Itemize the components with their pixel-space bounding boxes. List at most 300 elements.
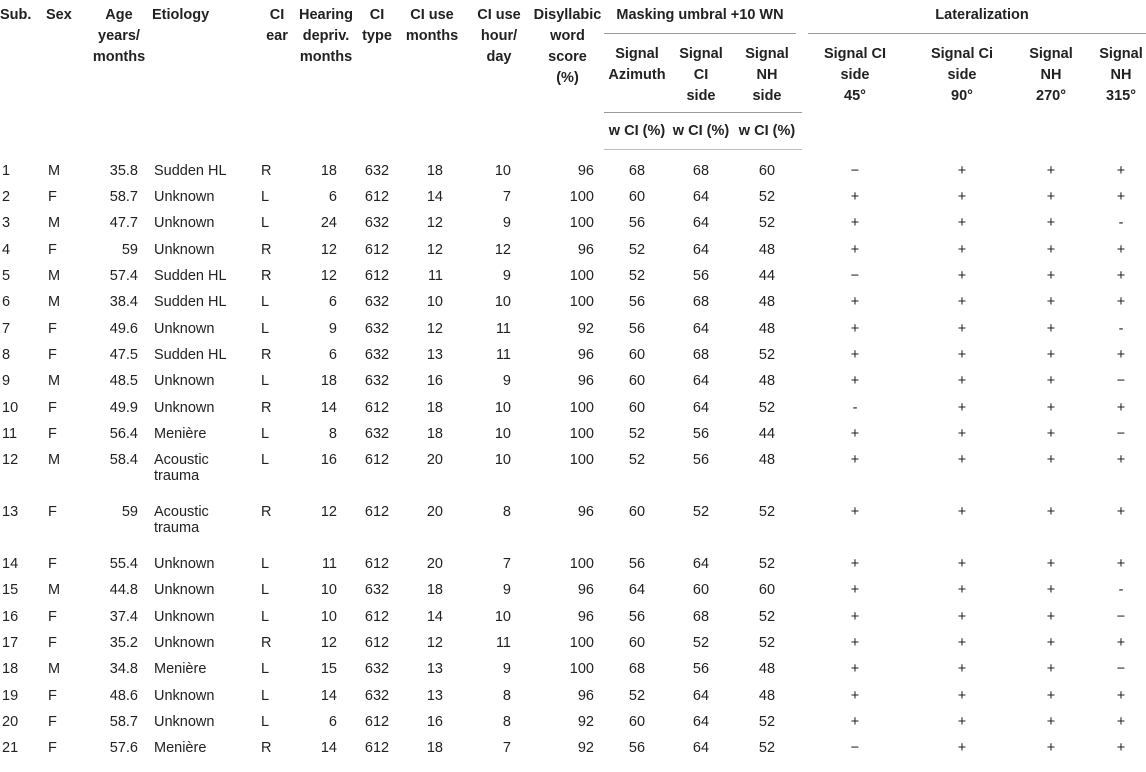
cell-lat-nh-315: +	[1116, 294, 1126, 311]
cell-ci-ear: R	[261, 740, 272, 757]
cell-ci-ear: L	[261, 687, 270, 704]
cell-etiology: Unknown	[154, 399, 215, 416]
cell-signal-ci-side: 64	[692, 399, 710, 416]
table-row	[0, 263, 1146, 289]
cell-lat-ci-45: +	[850, 241, 860, 258]
cell-sex: M	[48, 451, 61, 468]
table-row	[0, 315, 1146, 341]
cell-ci-use-months: 14	[426, 608, 443, 625]
cell-lat-nh-270: +	[1046, 451, 1056, 468]
header-unit-ci-side: w CI (%)	[670, 113, 732, 150]
cell-age: 49.9	[109, 399, 138, 416]
cell-ci-use-months: 13	[426, 346, 443, 363]
cell-age: 49.6	[109, 320, 138, 337]
cell-signal-nh-side: 52	[758, 189, 776, 206]
cell-ci-ear: L	[261, 661, 270, 678]
cell-sex: M	[48, 268, 61, 285]
cell-signal-ci-side: 68	[692, 294, 710, 311]
cell-signal-azimuth: 60	[628, 635, 646, 651]
cell-signal-nh-side: 60	[758, 163, 776, 179]
cell-ci-type: 632	[364, 425, 390, 442]
cell-ci-type: 612	[364, 189, 390, 206]
header-age: Age years/ months	[92, 7, 146, 65]
cell-lat-ci-45: −	[850, 162, 860, 179]
cell-signal-ci-side: 64	[692, 241, 710, 258]
cell-signal-nh-side: 48	[758, 320, 776, 337]
header-ci-use-months: CI use months	[405, 7, 459, 44]
cell-lat-nh-270: +	[1046, 425, 1056, 442]
cell-ci-use-months: 14	[426, 189, 443, 206]
cell-ci-type: 612	[364, 635, 390, 651]
header-ci-use-hour: CI use hour/ day	[477, 7, 521, 65]
cell-ci-ear: L	[261, 556, 270, 573]
cell-lat-ci-90: +	[957, 503, 967, 520]
cell-ci-type: 632	[364, 346, 390, 363]
header-ci-ear: CI ear	[266, 7, 288, 44]
cell-lat-nh-270: +	[1046, 241, 1056, 258]
cell-lat-ci-90: +	[957, 294, 967, 311]
cell-sex: M	[48, 294, 61, 311]
cell-disyllabic: 96	[577, 608, 594, 625]
cell-sex: M	[48, 162, 61, 179]
cell-hearing-depriv: 9	[328, 320, 337, 337]
cell-sub: 16	[2, 608, 19, 625]
cell-signal-ci-side: 56	[692, 451, 710, 468]
cell-lat-ci-90: +	[957, 740, 967, 757]
cell-ci-use-hour: 11	[495, 320, 511, 337]
cell-lat-ci-90: +	[957, 661, 967, 678]
cell-signal-ci-side: 56	[692, 268, 710, 285]
cell-signal-nh-side: 52	[758, 635, 776, 651]
cell-sex: F	[48, 740, 57, 757]
table-row	[0, 368, 1146, 394]
cell-signal-azimuth: 56	[628, 215, 646, 232]
cell-ci-use-months: 12	[426, 635, 443, 651]
cell-ci-use-hour: 8	[502, 503, 511, 520]
cell-sub: 17	[2, 635, 19, 651]
cell-signal-ci-side: 68	[692, 346, 710, 363]
cell-ci-type: 632	[364, 661, 390, 678]
table-row	[0, 499, 1146, 551]
cell-lat-nh-315: +	[1116, 241, 1126, 258]
cell-hearing-depriv: 12	[320, 241, 337, 258]
cell-ci-type: 612	[364, 451, 390, 468]
cell-sub: 7	[2, 320, 11, 337]
cell-disyllabic: 96	[577, 373, 594, 390]
cell-lat-ci-45: +	[850, 608, 860, 625]
cell-hearing-depriv: 15	[320, 661, 337, 678]
cell-lat-ci-90: +	[957, 241, 967, 258]
cell-signal-azimuth: 60	[628, 399, 646, 416]
cell-ci-use-hour: 10	[494, 425, 511, 442]
cell-lat-ci-90: +	[957, 346, 967, 363]
cell-sub: 10	[2, 399, 19, 416]
cell-lat-nh-315: +	[1116, 451, 1126, 468]
cell-ci-use-months: 18	[426, 425, 443, 442]
cell-ci-use-months: 12	[426, 320, 443, 337]
cell-hearing-depriv: 14	[320, 687, 337, 704]
cell-etiology: Unknown	[154, 608, 215, 625]
cell-lat-nh-270: +	[1046, 713, 1056, 730]
cell-age: 59	[121, 241, 138, 258]
cell-lat-nh-270: +	[1046, 399, 1056, 416]
cell-lat-ci-90: +	[957, 635, 967, 651]
cell-signal-azimuth: 52	[628, 241, 646, 258]
cell-sub: 5	[2, 268, 11, 285]
cell-sex: M	[48, 661, 61, 678]
cell-ci-ear: R	[261, 635, 272, 651]
header-unit-nh-side: w CI (%)	[732, 113, 802, 150]
cell-lat-nh-315: +	[1116, 346, 1126, 363]
cell-lat-nh-315: +	[1116, 635, 1126, 651]
cell-signal-azimuth: 60	[628, 503, 646, 520]
cell-signal-nh-side: 52	[758, 740, 776, 757]
cell-ci-ear: R	[261, 503, 272, 520]
cell-hearing-depriv: 14	[320, 740, 337, 757]
cell-lat-nh-315: −	[1116, 608, 1126, 625]
cell-disyllabic: 96	[577, 687, 594, 704]
cell-ci-use-months: 11	[427, 268, 443, 285]
cell-etiology: Sudden HL	[154, 346, 227, 363]
cell-lat-nh-315: -	[1118, 582, 1124, 599]
cell-lat-nh-270: +	[1046, 556, 1056, 573]
cell-signal-azimuth: 52	[628, 451, 646, 468]
cell-sub: 3	[2, 215, 11, 232]
table-row	[0, 421, 1146, 447]
cell-lat-ci-90: +	[957, 713, 967, 730]
cell-lat-ci-90: +	[957, 556, 967, 573]
cell-etiology: Acoustic trauma	[154, 503, 209, 536]
cell-lat-ci-90: +	[957, 162, 967, 179]
cell-age: 58.4	[109, 451, 138, 468]
cell-ci-type: 612	[364, 241, 390, 258]
cell-lat-nh-315: +	[1116, 503, 1126, 520]
cell-signal-azimuth: 64	[628, 582, 646, 599]
header-masking-group: Masking umbral +10 WN	[604, 0, 802, 34]
cell-lat-nh-270: +	[1046, 582, 1056, 599]
cell-etiology: Unknown	[154, 373, 215, 390]
cell-ci-use-months: 13	[426, 687, 443, 704]
cell-sub: 12	[2, 451, 19, 468]
cell-lat-nh-270: +	[1046, 740, 1056, 757]
header-signal-ci-side: Signal CI side	[670, 34, 732, 113]
cell-ci-type: 632	[364, 162, 390, 179]
header-unit-azimuth: w CI (%)	[604, 113, 670, 150]
table-row	[0, 447, 1146, 499]
cell-disyllabic: 96	[577, 162, 594, 179]
cell-ci-use-months: 18	[426, 399, 443, 416]
cell-sub: 20	[2, 713, 19, 730]
cell-lat-nh-270: +	[1046, 215, 1056, 232]
header-lat-ci-90: Signal Ci side 90°	[930, 46, 994, 104]
cell-etiology: Menière	[154, 425, 207, 442]
cell-ci-use-hour: 11	[495, 346, 511, 363]
cell-ci-use-months: 20	[426, 556, 443, 573]
cell-signal-nh-side: 48	[758, 241, 776, 258]
cell-ci-ear: L	[261, 189, 270, 206]
cell-hearing-depriv: 6	[328, 346, 337, 363]
cell-lat-nh-270: +	[1046, 661, 1056, 678]
cell-signal-azimuth: 52	[628, 268, 646, 285]
cell-signal-ci-side: 52	[692, 635, 710, 651]
cell-age: 57.6	[109, 740, 138, 757]
cell-etiology: Unknown	[154, 215, 215, 232]
cell-lat-nh-270: +	[1046, 373, 1056, 390]
cell-signal-ci-side: 64	[692, 713, 710, 730]
cell-lat-ci-45: +	[850, 373, 860, 390]
cell-sex: F	[48, 503, 57, 520]
cell-lat-ci-45: +	[850, 425, 860, 442]
cell-ci-type: 612	[364, 503, 390, 520]
cell-signal-nh-side: 48	[758, 661, 776, 678]
cell-lat-nh-270: +	[1046, 346, 1056, 363]
cell-lat-nh-270: +	[1046, 687, 1056, 704]
cell-disyllabic: 100	[569, 189, 594, 206]
cell-lat-ci-45: +	[850, 713, 860, 730]
cell-ci-use-hour: 10	[494, 451, 511, 468]
cell-disyllabic: 100	[569, 635, 594, 651]
cell-ci-ear: R	[261, 268, 272, 285]
cell-age: 44.8	[109, 582, 138, 599]
cell-signal-nh-side: 52	[758, 215, 776, 232]
cell-lat-nh-315: +	[1116, 189, 1126, 206]
cell-ci-type: 632	[364, 294, 390, 311]
cell-age: 57.4	[109, 268, 138, 285]
cell-signal-ci-side: 64	[692, 189, 710, 206]
cell-ci-ear: L	[261, 582, 270, 599]
cell-lat-nh-315: -	[1118, 320, 1124, 337]
cell-ci-type: 612	[364, 608, 390, 625]
cell-disyllabic: 100	[569, 556, 594, 573]
cell-ci-type: 612	[364, 268, 390, 285]
cell-age: 58.7	[109, 713, 138, 730]
cell-lat-ci-90: +	[957, 215, 967, 232]
cell-lat-ci-45: +	[850, 687, 860, 704]
header-lat-nh-270: Signal NH 270°	[1029, 46, 1073, 104]
cell-ci-type: 632	[364, 215, 390, 232]
cell-ci-ear: L	[261, 215, 270, 232]
cell-etiology: Sudden HL	[154, 294, 227, 311]
cell-signal-ci-side: 68	[692, 608, 710, 625]
header-disyllabic: Disyllabic word score (%)	[533, 7, 602, 86]
table-row	[0, 342, 1146, 368]
cell-lat-nh-315: +	[1116, 713, 1126, 730]
header-signal-azimuth: Signal Azimuth	[604, 34, 670, 113]
cell-ci-use-months: 18	[426, 582, 443, 599]
table-row	[0, 735, 1146, 761]
cell-etiology: Acoustic trauma	[154, 451, 209, 484]
cell-sex: F	[48, 425, 57, 442]
cell-lat-ci-45: −	[850, 740, 860, 757]
cell-hearing-depriv: 6	[328, 294, 337, 311]
cell-sub: 11	[2, 425, 18, 442]
cell-signal-nh-side: 48	[758, 294, 776, 311]
cell-ci-type: 612	[364, 399, 390, 416]
table-row	[0, 577, 1146, 603]
cell-lat-ci-90: +	[957, 425, 967, 442]
cell-signal-ci-side: 64	[692, 740, 710, 757]
cell-sex: F	[48, 399, 57, 416]
cell-sex: F	[48, 713, 57, 730]
cell-signal-azimuth: 56	[628, 556, 646, 573]
cell-lat-nh-270: +	[1046, 189, 1056, 206]
header-lat-ci-45: Signal CI side 45°	[823, 46, 887, 104]
cell-age: 59	[121, 503, 138, 520]
cell-ci-use-months: 12	[426, 215, 443, 232]
cell-ci-use-hour: 9	[502, 661, 511, 678]
cell-etiology: Unknown	[154, 241, 215, 258]
cell-age: 35.8	[109, 162, 138, 179]
cell-etiology: Menière	[154, 740, 207, 757]
table-row	[0, 656, 1146, 682]
cell-sub: 18	[2, 661, 19, 678]
cell-signal-ci-side: 56	[692, 425, 710, 442]
cell-signal-azimuth: 56	[628, 294, 646, 311]
cell-ci-use-hour: 7	[502, 189, 511, 206]
cell-disyllabic: 92	[577, 713, 594, 730]
table-row	[0, 150, 1146, 185]
cell-lat-ci-45: +	[850, 346, 860, 363]
table-row	[0, 604, 1146, 630]
cell-ci-type: 632	[364, 582, 390, 599]
cell-ci-use-hour: 9	[502, 268, 511, 285]
table-row	[0, 210, 1146, 236]
cell-etiology: Sudden HL	[154, 268, 227, 285]
cell-signal-ci-side: 56	[692, 661, 710, 678]
cell-age: 55.4	[109, 556, 138, 573]
cell-sex: F	[48, 608, 57, 625]
cell-sex: F	[48, 320, 57, 337]
header-etiology: Etiology	[152, 7, 210, 23]
cell-etiology: Unknown	[154, 556, 215, 573]
cell-ci-use-hour: 10	[494, 399, 511, 416]
table-row	[0, 709, 1146, 735]
cell-hearing-depriv: 16	[320, 451, 337, 468]
cell-signal-ci-side: 60	[692, 582, 710, 599]
table-row	[0, 551, 1146, 577]
cell-signal-nh-side: 48	[758, 373, 776, 390]
cell-ci-ear: L	[261, 294, 270, 311]
cell-signal-nh-side: 48	[758, 687, 776, 704]
cell-ci-use-months: 18	[426, 740, 443, 757]
cell-lat-nh-270: +	[1046, 294, 1056, 311]
cell-lat-ci-90: +	[957, 451, 967, 468]
cell-etiology: Menière	[154, 661, 207, 678]
cell-signal-nh-side: 52	[758, 399, 776, 416]
cell-ci-type: 632	[364, 320, 390, 337]
cell-signal-nh-side: 48	[758, 451, 776, 468]
cell-ci-use-hour: 10	[494, 294, 511, 311]
cell-signal-nh-side: 44	[758, 425, 776, 442]
cell-age: 37.4	[109, 608, 138, 625]
table-row	[0, 237, 1146, 263]
cell-signal-ci-side: 64	[692, 215, 710, 232]
table-row	[0, 682, 1146, 708]
cell-lat-ci-45: +	[850, 635, 860, 651]
cell-disyllabic: 100	[569, 661, 594, 678]
cell-lat-nh-315: -	[1118, 215, 1124, 232]
cell-lat-nh-315: −	[1116, 661, 1126, 678]
cell-ci-type: 632	[364, 373, 390, 390]
cell-lat-ci-90: +	[957, 399, 967, 416]
header-lat-nh-315: Signal NH 315°	[1099, 46, 1143, 104]
cell-etiology: Unknown	[154, 320, 215, 337]
cell-sub: 15	[2, 582, 19, 599]
cell-lat-ci-90: +	[957, 320, 967, 337]
cell-ci-use-hour: 10	[494, 608, 511, 625]
cell-lat-ci-90: +	[957, 582, 967, 599]
cell-lat-nh-270: +	[1046, 608, 1056, 625]
cell-age: 38.4	[109, 294, 138, 311]
cell-lat-nh-270: +	[1046, 635, 1056, 651]
cell-sub: 9	[2, 373, 11, 390]
cell-disyllabic: 100	[569, 268, 594, 285]
cell-ci-use-hour: 9	[502, 373, 511, 390]
table-body	[0, 150, 1146, 762]
cell-hearing-depriv: 6	[328, 713, 337, 730]
cell-sub: 4	[2, 241, 11, 258]
cell-lat-nh-270: +	[1046, 268, 1056, 285]
cell-disyllabic: 92	[577, 740, 594, 757]
cell-lat-ci-45: +	[850, 582, 860, 599]
cell-signal-azimuth: 56	[628, 320, 646, 337]
cell-signal-nh-side: 52	[758, 346, 776, 363]
cell-hearing-depriv: 8	[328, 425, 337, 442]
cell-signal-nh-side: 60	[758, 582, 776, 599]
cell-sex: M	[48, 215, 61, 232]
header-sub: Sub.	[0, 7, 32, 23]
cell-signal-nh-side: 52	[758, 608, 776, 625]
cell-signal-azimuth: 60	[628, 373, 646, 390]
cell-lat-ci-90: +	[957, 608, 967, 625]
cell-ci-type: 612	[364, 556, 390, 573]
cell-age: 47.7	[109, 215, 138, 232]
cell-signal-azimuth: 68	[628, 661, 646, 678]
cell-lat-nh-270: +	[1046, 162, 1056, 179]
cell-sub: 21	[2, 740, 19, 757]
cell-age: 56.4	[109, 425, 138, 442]
cell-ci-ear: R	[261, 241, 272, 258]
cell-ci-use-hour: 8	[502, 713, 511, 730]
cell-ci-use-months: 16	[426, 713, 443, 730]
cell-sub: 6	[2, 294, 11, 311]
cell-sex: F	[48, 241, 57, 258]
cell-disyllabic: 100	[569, 294, 594, 311]
cell-ci-use-months: 18	[426, 162, 443, 179]
cell-sex: F	[48, 687, 57, 704]
cell-signal-azimuth: 68	[628, 163, 646, 179]
cell-lat-nh-315: −	[1116, 425, 1126, 442]
cell-sex: F	[48, 346, 57, 363]
cell-signal-nh-side: 52	[758, 556, 776, 573]
cell-signal-ci-side: 64	[692, 373, 710, 390]
cell-hearing-depriv: 12	[320, 503, 337, 520]
cell-etiology: Unknown	[154, 189, 215, 206]
cell-sub: 13	[2, 503, 19, 520]
header-hearing-depriv: Hearing depriv. months	[299, 7, 353, 65]
cell-age: 58.7	[109, 189, 138, 206]
cell-ci-use-months: 20	[426, 503, 443, 520]
cell-ci-type: 632	[364, 687, 390, 704]
cell-lat-ci-45: +	[850, 503, 860, 520]
cell-etiology: Sudden HL	[154, 162, 227, 179]
cell-lat-nh-315: +	[1116, 740, 1126, 757]
cell-ci-use-months: 10	[426, 294, 443, 311]
cell-ci-ear: L	[261, 320, 270, 337]
cell-disyllabic: 92	[577, 320, 594, 337]
cell-ci-use-months: 16	[426, 373, 443, 390]
cell-lat-nh-315: −	[1116, 373, 1126, 390]
